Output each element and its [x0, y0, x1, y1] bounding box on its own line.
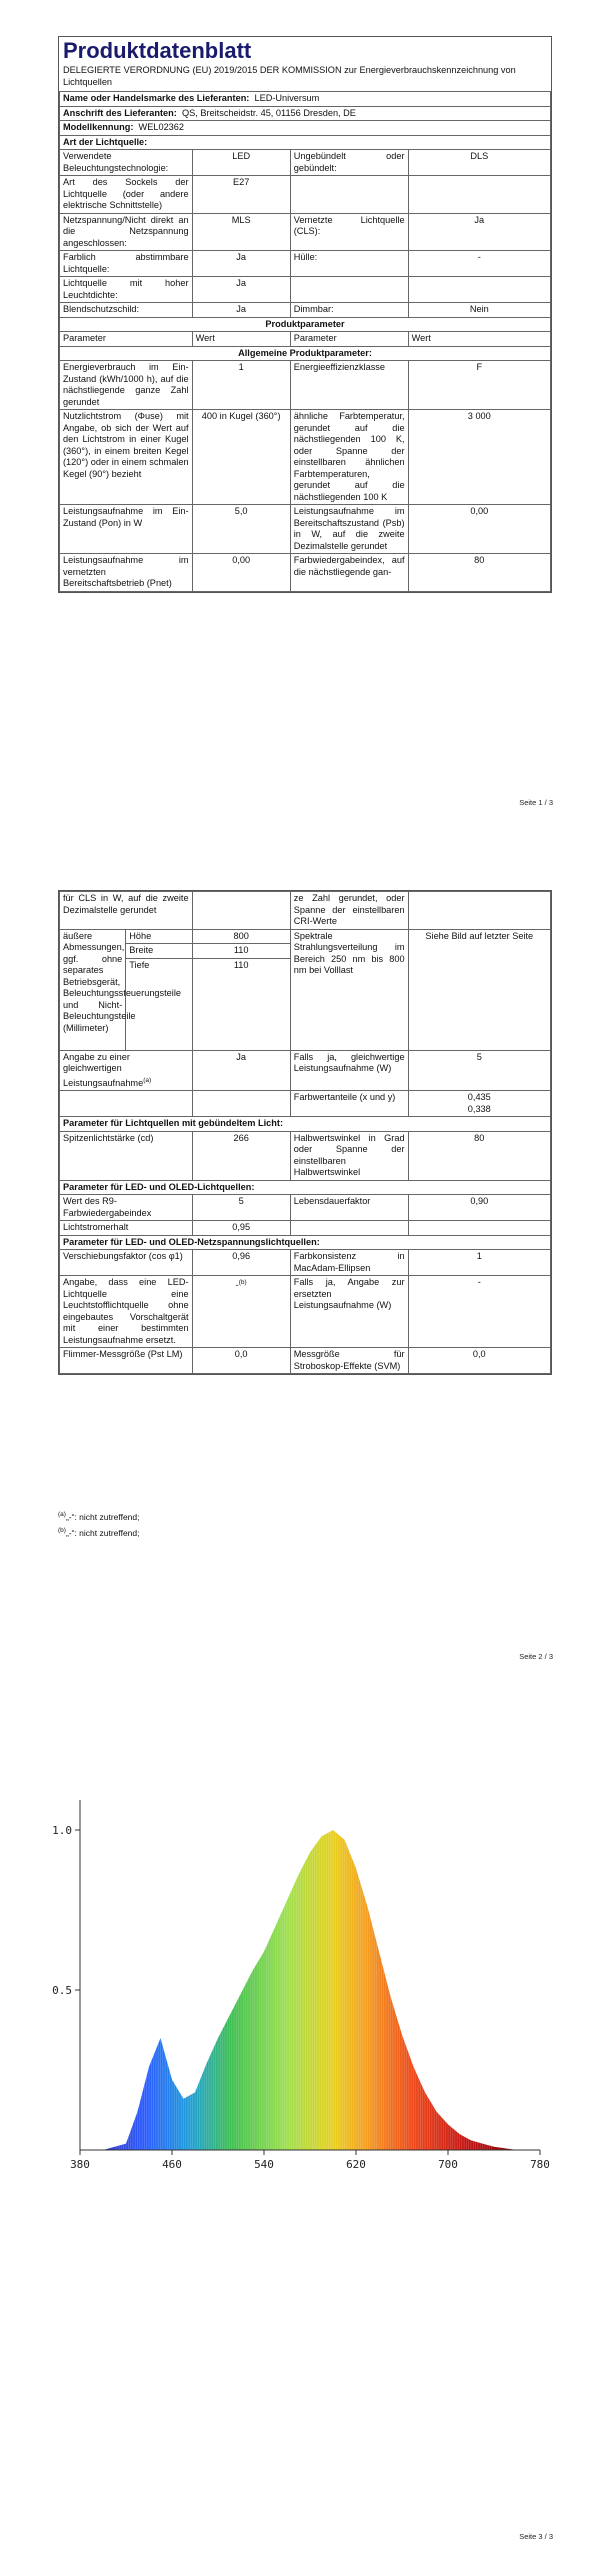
- model-value: WEL02362: [138, 122, 185, 132]
- row-label: Blendschutzschild:: [60, 303, 193, 318]
- row-value: 3 000: [408, 410, 550, 505]
- row-label: Lichtquelle mit hoher Leuchtdichte:: [60, 277, 193, 303]
- row-value: 5,0: [192, 505, 290, 554]
- row-label: Flimmer-Messgröße (Pst LM): [60, 1348, 193, 1374]
- row-label: ähnliche Farbtemperatur, gerundet auf die nächstliegenden 100 K, oder Spanne der einstellbaren ähnlichen Farbtemperaturen, gerundet auf die nächstliegenden 100 K: [290, 410, 408, 505]
- row-value: 5: [192, 1195, 290, 1221]
- footnote-text: „-“: nicht zutreffend;: [65, 1527, 140, 1538]
- x-tick-label: 380: [70, 2158, 90, 2171]
- footnote-b: [58, 1524, 140, 1540]
- row-value: Nein: [408, 303, 550, 318]
- spectral-label: Spektrale Strahlungsverteilung im Bereich 250 nm bis 800 nm bei Volllast: [290, 929, 408, 1050]
- row-value: Ja: [192, 303, 290, 318]
- row-label: Dimmbar:: [290, 303, 408, 318]
- regulation-subtitle: DELEGIERTE VERORDNUNG (EU) 2019/2015 DER KOMMISSION zur Energieverbrauchskennzeichnung von Lichtquellen: [63, 65, 516, 87]
- row-value: 400 in Kugel (360°): [192, 410, 290, 505]
- footnote-mark: (b): [58, 1526, 66, 1534]
- plot-area: [52, 1800, 550, 2171]
- table-row: [60, 1348, 551, 1374]
- row-label: Lebensdauerfaktor: [290, 1195, 408, 1221]
- led-header: Parameter für LED- und OLED-Lichtquellen:: [60, 1180, 551, 1195]
- footnote-mark: (b): [238, 1279, 247, 1287]
- footnotes: [58, 1508, 140, 1540]
- page-title: Produktdatenblatt: [63, 38, 252, 63]
- page-2: [0, 890, 603, 1690]
- dimension-key: Höhe: [126, 929, 192, 944]
- row-value: 0,0: [408, 1348, 550, 1374]
- table-row: [60, 1091, 551, 1117]
- dimension-key: Tiefe: [126, 958, 192, 1050]
- row-value: 80: [408, 554, 550, 592]
- model-label: Modellkennung:: [63, 122, 134, 132]
- table-row: [60, 1195, 551, 1221]
- table-row: [60, 213, 551, 251]
- dimension-value: 800: [192, 929, 290, 944]
- page-footer: Seite 3 / 3: [519, 2532, 553, 2541]
- table-row: [60, 554, 551, 592]
- address-value: QS, Breitscheidstr. 45, 01156 Dresden, DE: [181, 107, 356, 118]
- table-row: [60, 505, 551, 554]
- table-row: [60, 410, 551, 505]
- table-row: [60, 277, 551, 303]
- equivalent-value: Ja: [192, 1050, 290, 1091]
- page-footer: Seite 2 / 3: [519, 1652, 553, 1661]
- row-value: 0,0: [192, 1348, 290, 1374]
- page-footer: Seite 1 / 3: [519, 798, 553, 807]
- address-label: Anschrift des Lieferanten:: [63, 107, 177, 118]
- row-value: -: [408, 1276, 550, 1348]
- row-label: Angabe, dass eine LED-Lichtquelle eine Leuchtstofflichtquelle ohne eingebautes Vorschaltgerät mit einer bestimmten Leistungsaufnahme ersetzt.: [60, 1276, 193, 1348]
- spectral-distribution-chart: [40, 1780, 560, 2180]
- column-header: Parameter: [290, 332, 408, 347]
- row-value: 0,96: [192, 1250, 290, 1276]
- row-label: Falls ja, Angabe zur ersetzten Leistungsaufnahme (W): [290, 1276, 408, 1348]
- x-tick-label: 620: [346, 2158, 366, 2171]
- row-value: F: [408, 361, 550, 410]
- equivalent-label: Angabe zu einer gleichwertigen Leistungsaufnahme: [63, 1051, 144, 1088]
- row-label: Leistungsaufnahme im Ein-Zustand (Pon) in W: [60, 505, 193, 554]
- row-value: 80: [408, 1131, 550, 1180]
- table-row: [60, 1276, 551, 1348]
- row-label: für CLS in W, auf die zweite Dezimalstelle gerundet: [60, 892, 193, 930]
- supplier-value: LED-Universum: [254, 93, 320, 103]
- row-value: Ja: [408, 213, 550, 251]
- table-row: [60, 361, 551, 410]
- row-value: -: [408, 251, 550, 277]
- produktparameter-header: Produktparameter: [60, 317, 551, 332]
- footnote-a: [58, 1508, 140, 1524]
- x-tick-label: 700: [438, 2158, 458, 2171]
- row-label: Energieeffizienzklasse: [290, 361, 408, 410]
- row-label: Halbwertswinkel in Grad oder Spanne der einstellbaren Halbwertswinkel: [290, 1131, 408, 1180]
- table-row: [60, 1250, 551, 1276]
- row-label: Energieverbrauch im Ein-Zustand (kWh/1000 h), auf die nächstliegende ganze Zahl gerundet: [60, 361, 193, 410]
- row-value: -: [235, 1280, 239, 1291]
- row-label: Leistungsaufnahme im vernetzten Bereitschaftsbetrieb (Pnet): [60, 554, 193, 592]
- row-value: 0,00: [192, 554, 290, 592]
- row-label: Vernetzte Lichtquelle (CLS):: [290, 213, 408, 251]
- row-value: 0,90: [408, 1195, 550, 1221]
- row-label: Nutzlichtstrom (Φuse) mit Angabe, ob sich der Wert auf den Lichtstrom in einer Kugel (360°), in einem breiten Kegel (120°) oder in einem schmalen Kegel (90°) bezieht: [60, 410, 193, 505]
- parameter-table-continued: [59, 891, 551, 1374]
- dimension-key: Breite: [126, 944, 192, 959]
- column-header: Wert: [192, 332, 290, 347]
- table-row: [60, 1221, 551, 1236]
- x-tick-label: 780: [530, 2158, 550, 2171]
- type-header: Art der Lichtquelle:: [60, 135, 551, 150]
- row-value: Ja: [192, 251, 290, 277]
- row-label: Falls ja, gleichwertige Leistungsaufnahme (W): [290, 1050, 408, 1091]
- param-head-row: [60, 332, 551, 347]
- column-header: Wert: [408, 332, 550, 347]
- column-header: Parameter: [60, 332, 193, 347]
- datasheet-frame-1: [58, 36, 552, 593]
- table-row: [60, 303, 551, 318]
- row-label: [290, 176, 408, 214]
- row-label: Leistungsaufnahme im Bereitschaftszustand (Psb) in W, auf die zweite Dezimalstelle gerundet: [290, 505, 408, 554]
- footnote-mark: (a): [143, 1076, 152, 1084]
- row-value: 266: [192, 1131, 290, 1180]
- row-value: LED: [192, 150, 290, 176]
- datasheet-frame-2: [58, 890, 552, 1375]
- row-label: Verschiebungsfaktor (cos φ1): [60, 1250, 193, 1276]
- table-row: [60, 176, 551, 214]
- row-label: [290, 277, 408, 303]
- row-value: MLS: [192, 213, 290, 251]
- row-value: 5: [408, 1050, 550, 1091]
- row-label: Verwendete Beleuchtungstechnologie:: [60, 150, 193, 176]
- x-tick-label: 540: [254, 2158, 274, 2171]
- row-label: Hülle:: [290, 251, 408, 277]
- row-value: Ja: [192, 277, 290, 303]
- row-label: Lichtstromerhalt: [60, 1221, 193, 1236]
- gebuendelt-header: Parameter für Lichtquellen mit gebündeltem Licht:: [60, 1117, 551, 1132]
- netz-header: Parameter für LED- und OLED-Netzspannungslichtquellen:: [60, 1235, 551, 1250]
- row-label: Farblich abstimmbare Lichtquelle:: [60, 251, 193, 277]
- page-1: [0, 0, 603, 807]
- x-tick-label: 460: [162, 2158, 182, 2171]
- table-row: [60, 892, 551, 930]
- row-value: 0,95: [192, 1221, 290, 1236]
- row-label: Art des Sockels der Lichtquelle (oder andere elektrische Schnittstelle): [60, 176, 193, 214]
- supplier-label: Name oder Handelsmarke des Lieferanten:: [63, 93, 250, 103]
- row-value: [408, 277, 550, 303]
- table-row: [60, 1131, 551, 1180]
- row-label: Messgröße für Stroboskop-Effekte (SVM): [290, 1348, 408, 1374]
- row-value: 1: [408, 1250, 550, 1276]
- row-label: ze Zahl gerundet, oder Spanne der einstellbaren CRI-Werte: [290, 892, 408, 930]
- row-value: [408, 176, 550, 214]
- table-row: [60, 150, 551, 176]
- farbwert-y: 0,338: [467, 1103, 491, 1114]
- table-row: [60, 251, 551, 277]
- row-value: 0,00: [408, 505, 550, 554]
- row-label: Spitzenlichtstärke (cd): [60, 1131, 193, 1180]
- row-label: Netzspannung/Nicht direkt an die Netzspannung angeschlossen:: [60, 213, 193, 251]
- table-row: [60, 1050, 551, 1091]
- farbwert-label: Farbwertanteile (x und y): [290, 1091, 408, 1117]
- row-label: Ungebündelt oder gebündelt:: [290, 150, 408, 176]
- y-tick-label: 0.5: [52, 1984, 72, 1997]
- row-label: Wert des R9-Farbwiedergabeindex: [60, 1195, 193, 1221]
- footnote-mark: (a): [58, 1511, 66, 1518]
- row-label: Farbwiedergabeindex, auf die nächstliegende gan-: [290, 554, 408, 592]
- dimensions-label: äußere Abmessungen, ggf. ohne separates Betriebsgerät, Beleuchtungssteuerungsteile und Nicht-Beleuchtungsteile (Millimeter): [60, 929, 126, 1050]
- row-value: DLS: [408, 150, 550, 176]
- dimension-value: 110: [192, 958, 290, 1050]
- footnote-text: „-“: nicht zutreffend;: [65, 1511, 140, 1522]
- row-value: E27: [192, 176, 290, 214]
- row-label: Farbkonsistenz in MacAdam-Ellipsen: [290, 1250, 408, 1276]
- table-row: [60, 929, 551, 944]
- allgemeine-header: Allgemeine Produktparameter:: [60, 346, 551, 361]
- row-value: 1: [192, 361, 290, 410]
- spectral-value: Siehe Bild auf letzter Seite: [408, 929, 550, 1050]
- dimension-value: 110: [192, 944, 290, 959]
- farbwert-x: 0,435: [467, 1092, 491, 1103]
- y-tick-label: 1.0: [52, 1824, 72, 1837]
- supplier-table: [59, 91, 551, 592]
